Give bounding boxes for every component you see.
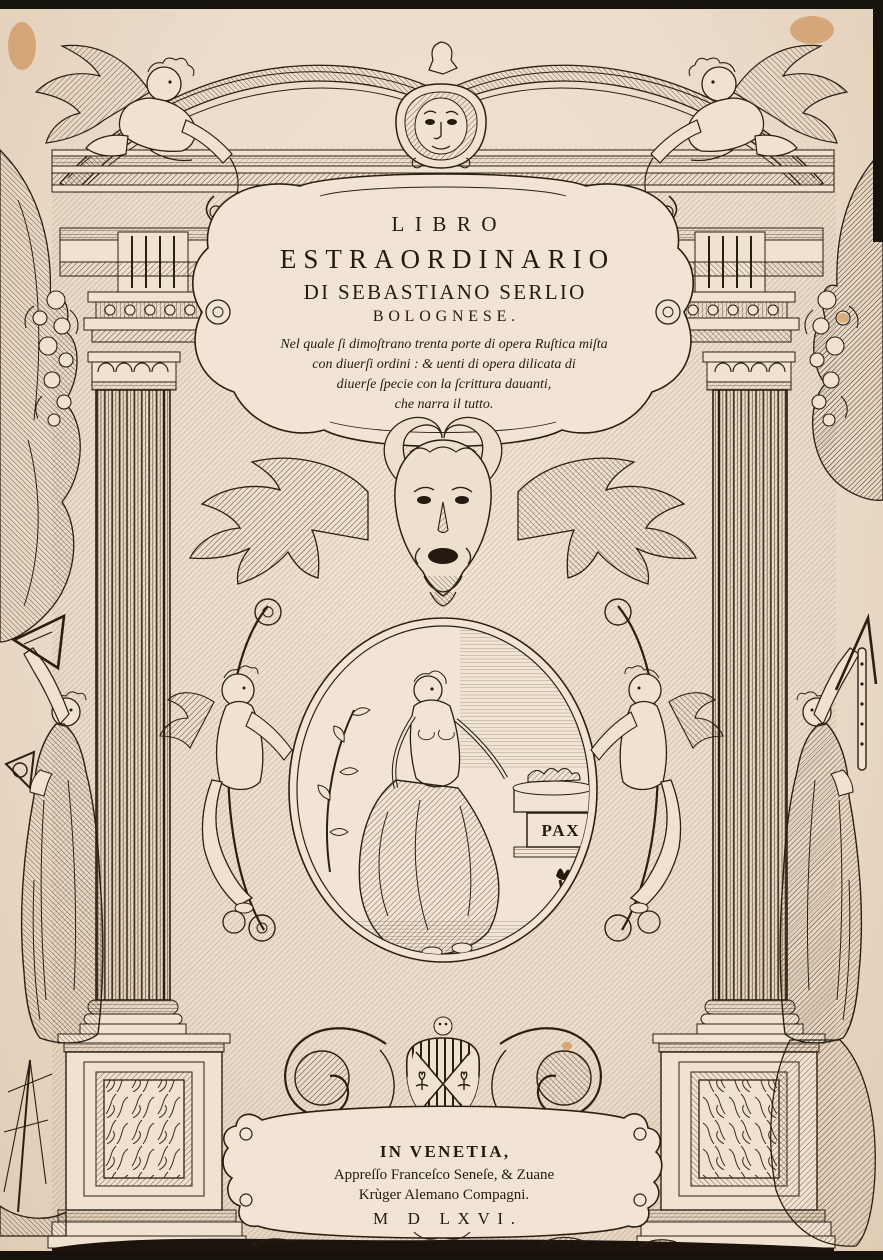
subtitle-line-4: che narra il tutto. <box>394 396 494 412</box>
pax-altar-inscription: PAX <box>541 821 581 840</box>
imprint-publisher-1: Appreſſo Franceſco Seneſe, & Zuane <box>333 1167 555 1183</box>
pediment-mask-icon <box>396 42 486 168</box>
title-block <box>188 212 700 415</box>
imprint-publisher-2: Krùger Alemano Compagni. <box>358 1187 530 1204</box>
title-line-libro: LIBRO <box>391 212 507 236</box>
title-line-author: DI SEBASTIANO SERLIO <box>303 280 587 304</box>
imprint-block <box>250 1142 638 1229</box>
title-line-bolognese: BOLOGNESE. <box>372 308 520 325</box>
subtitle-line-3: diuerſe ſpecie con la ſcrittura dauanti, <box>336 376 552 392</box>
subtitle-line-2: con diuerſi ordini : & uenti di opera dilicata di <box>312 356 576 372</box>
subtitle-line-1: Nel quale ſi dimoſtrano trenta porte di opera Ruſtica miſta <box>280 337 608 352</box>
title-line-estraordinario: ESTRAORDINARIO <box>279 244 616 274</box>
imprint-place: IN VENETIA, <box>379 1142 511 1161</box>
imprint-date: M D LXVI. <box>373 1208 523 1228</box>
